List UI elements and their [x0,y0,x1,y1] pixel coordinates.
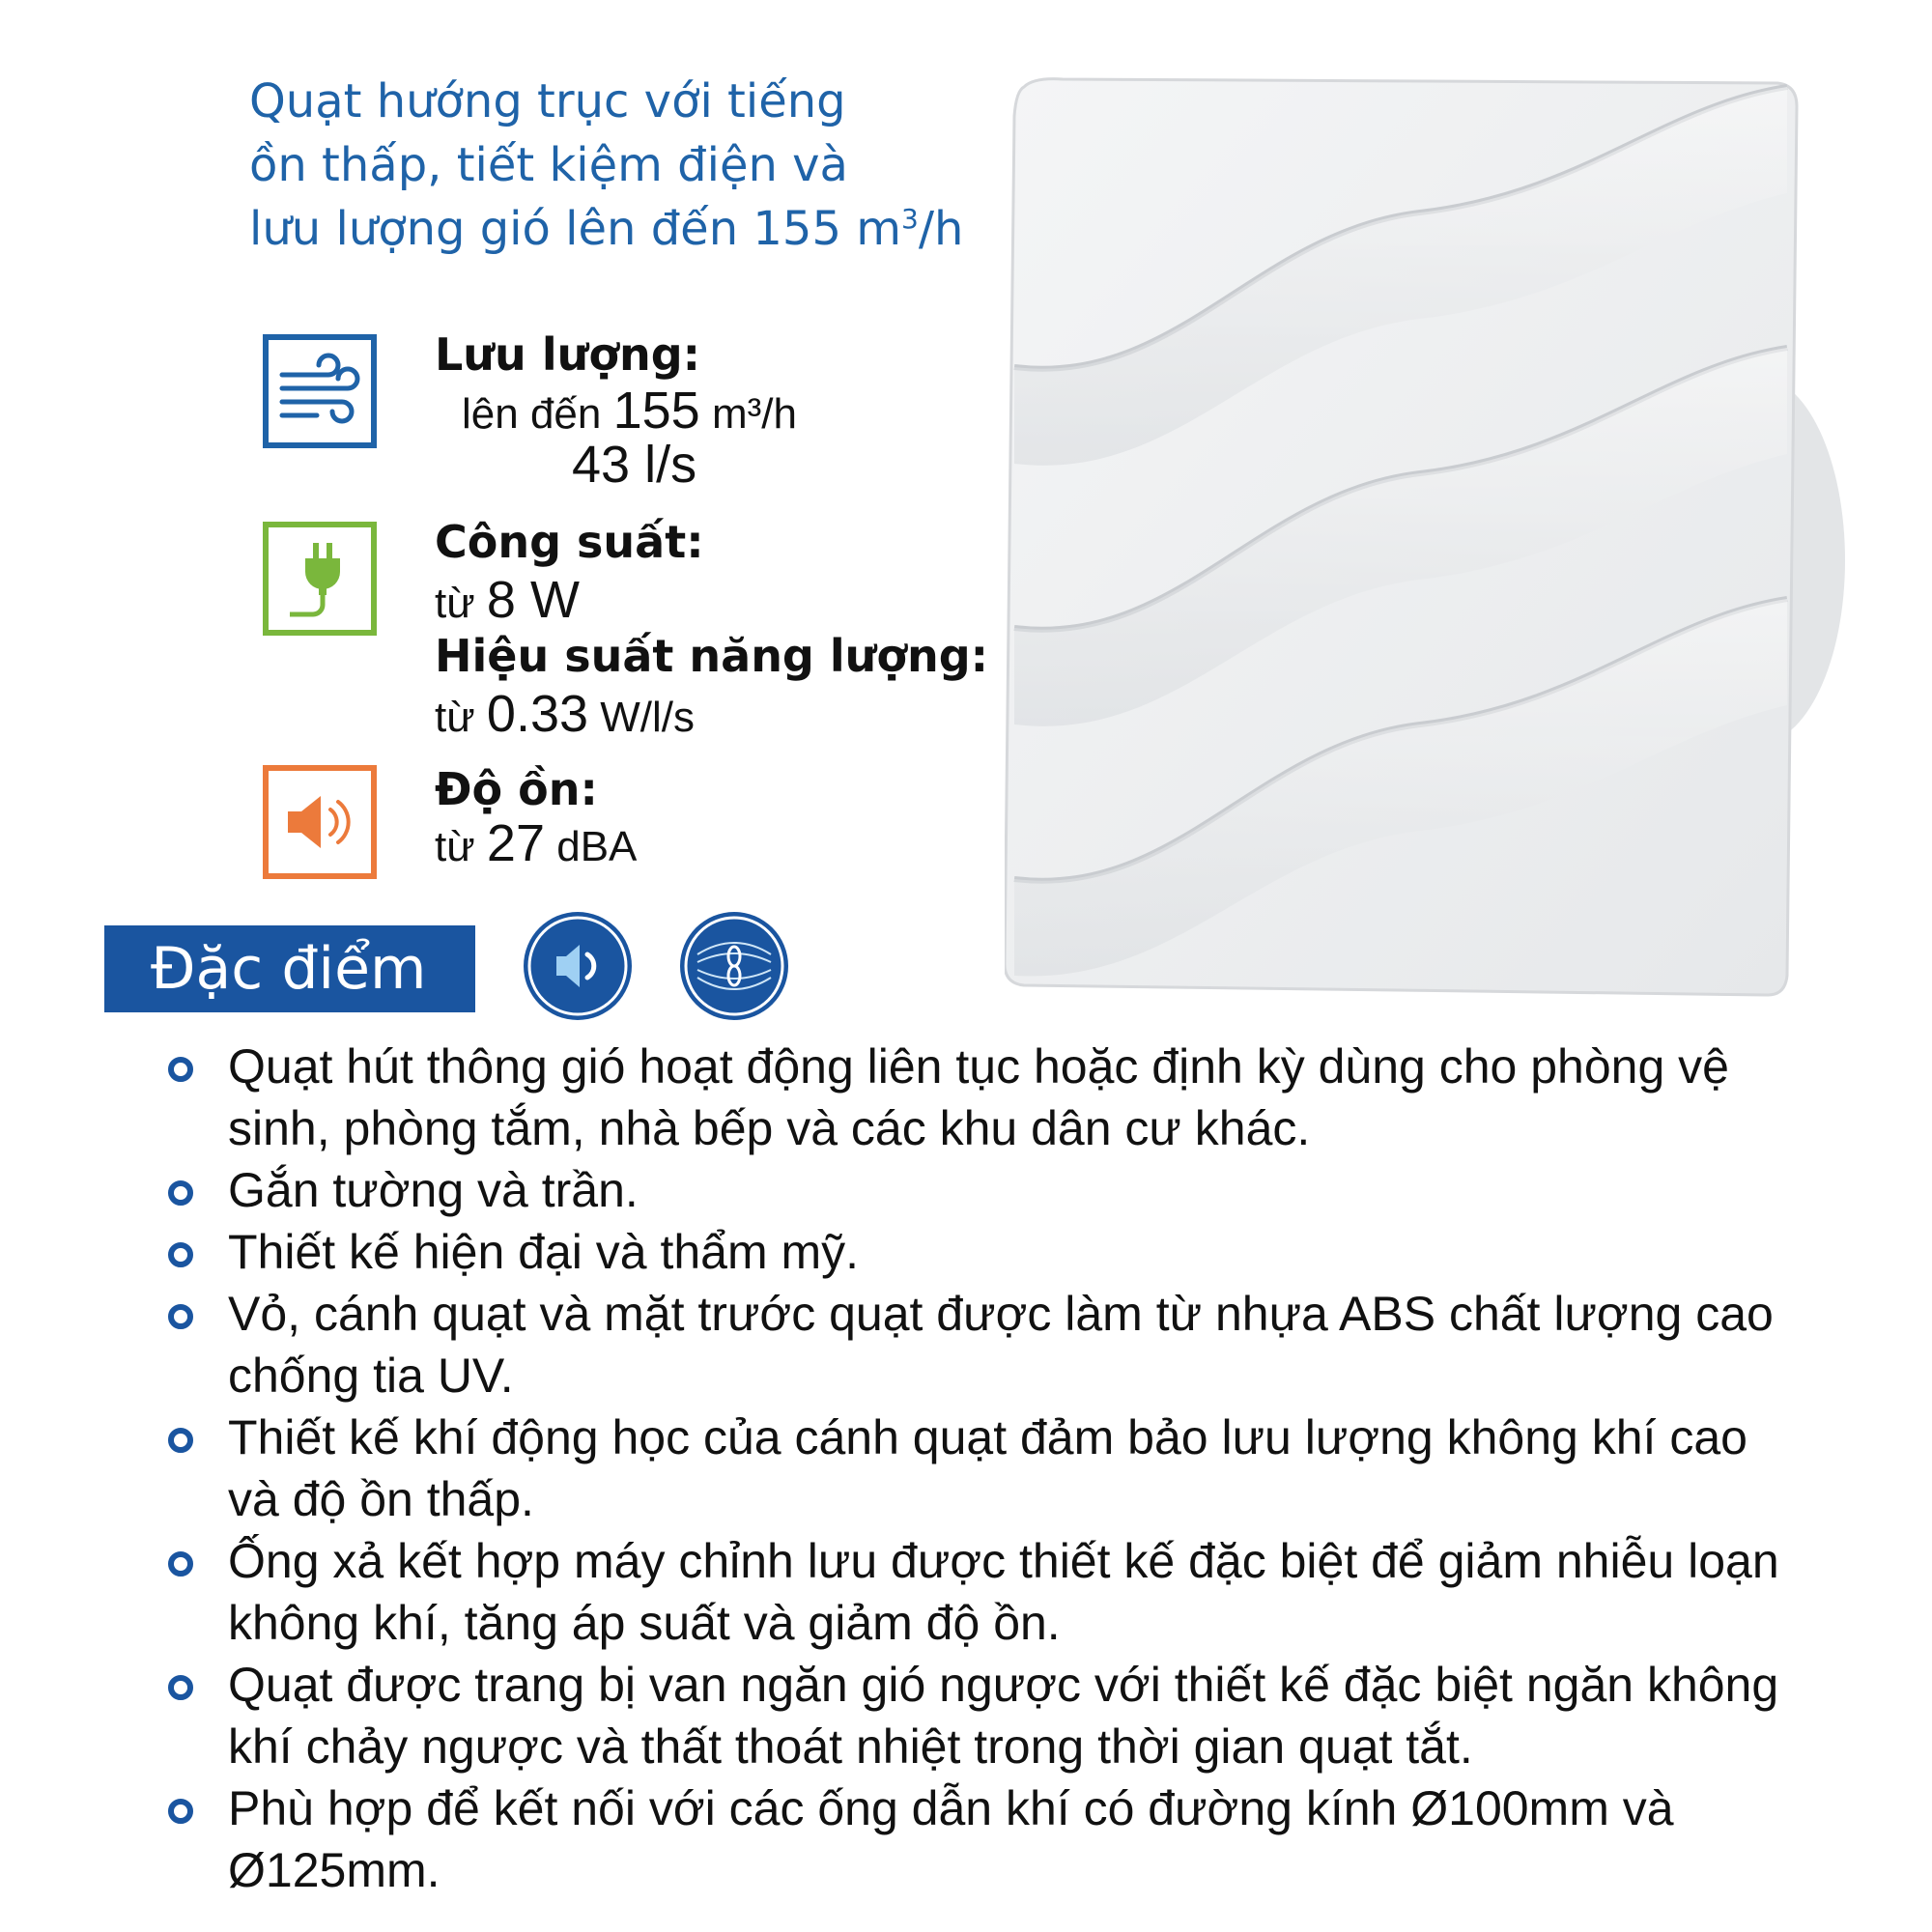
speaker-icon [263,765,377,879]
list-item: Quạt được trang bị van ngăn gió ngược với thiết kế đặc biệt ngăn không khí chảy ngược và thất thoát nhiệt trong thời gian quạt tắt. [164,1654,1806,1777]
efficiency-label: Hiệu suất năng lượng: [435,630,989,682]
section-title-features: Đặc điểm [104,925,475,1012]
list-item: Thiết kế hiện đại và thẩm mỹ. [164,1221,1806,1283]
headline-line-1: Quạt hướng trục với tiếng [249,74,846,128]
efficiency-value-line [435,684,695,744]
headline-superscript: 3 [901,203,919,235]
noise-unit: dBA [556,823,638,870]
plug-icon [263,522,377,636]
wind-icon [263,334,377,448]
noise-label: Độ ồn: [435,763,598,815]
bullet-icon [168,1675,193,1700]
list-item: Phù hợp để kết nối với các ống dẫn khí có đường kính Ø100mm và Ø125mm. [164,1777,1806,1901]
power-prefix: từ [435,580,475,627]
airflow-prefix: lên đến [462,390,602,438]
feature-list [164,1036,1806,1901]
noise-prefix: từ [435,823,475,870]
airflow-label: Lưu lượng: [435,328,701,381]
bullet-icon [168,1304,193,1329]
efficiency-prefix: từ [435,694,475,741]
airflow-value-line [462,381,797,440]
bullet-icon [168,1057,193,1082]
airflow-spec [435,328,700,381]
power-spec [435,516,704,568]
efficiency-unit: W/l/s [600,694,696,741]
list-item: Ống xả kết hợp máy chỉnh lưu được thiết kế đặc biệt để giảm nhiễu loạn không khí, tăng áp suất và giảm độ ồn. [164,1530,1806,1654]
list-item: Vỏ, cánh quạt và mặt trước quạt được làm từ nhựa ABS chất lượng cao chống tia UV. [164,1283,1806,1406]
power-label: Công suất: [435,516,704,568]
airflow-badge-icon [680,912,788,1020]
list-item: Quạt hút thông gió hoạt động liên tục hoặc định kỳ dùng cho phòng vệ sinh, phòng tắm, nhà bếp và các khu dân cư khác. [164,1036,1806,1159]
bullet-icon [168,1180,193,1206]
airflow-value: 155 [612,382,700,440]
power-value: 8 W [486,571,580,629]
headline [249,70,983,261]
airflow-value2: 43 l/s [572,436,697,494]
bullet-icon [168,1551,193,1577]
bullet-icon [168,1428,193,1453]
fan-product-image [1005,77,1874,1005]
bullet-icon [168,1242,193,1267]
noise-value: 27 [486,814,545,872]
list-item: Thiết kế khí động học của cánh quạt đảm bảo lưu lượng không khí cao và độ ồn thấp. [164,1406,1806,1530]
efficiency-value: 0.33 [486,685,589,743]
sound-badge-icon [524,912,632,1020]
headline-line-2: ồn thấp, tiết kiệm điện và [249,138,848,192]
power-value-line [435,570,580,630]
bullet-icon [168,1799,193,1824]
airflow-unit: m³/h [711,390,797,438]
noise-value-line [435,813,637,873]
airflow-value2-line [572,435,696,495]
headline-line-3: lưu lượng gió lên đến 155 $m^3/h$ [249,202,964,256]
efficiency-spec [435,630,988,682]
list-item: Gắn tường và trần. [164,1159,1806,1221]
noise-spec [435,763,598,815]
